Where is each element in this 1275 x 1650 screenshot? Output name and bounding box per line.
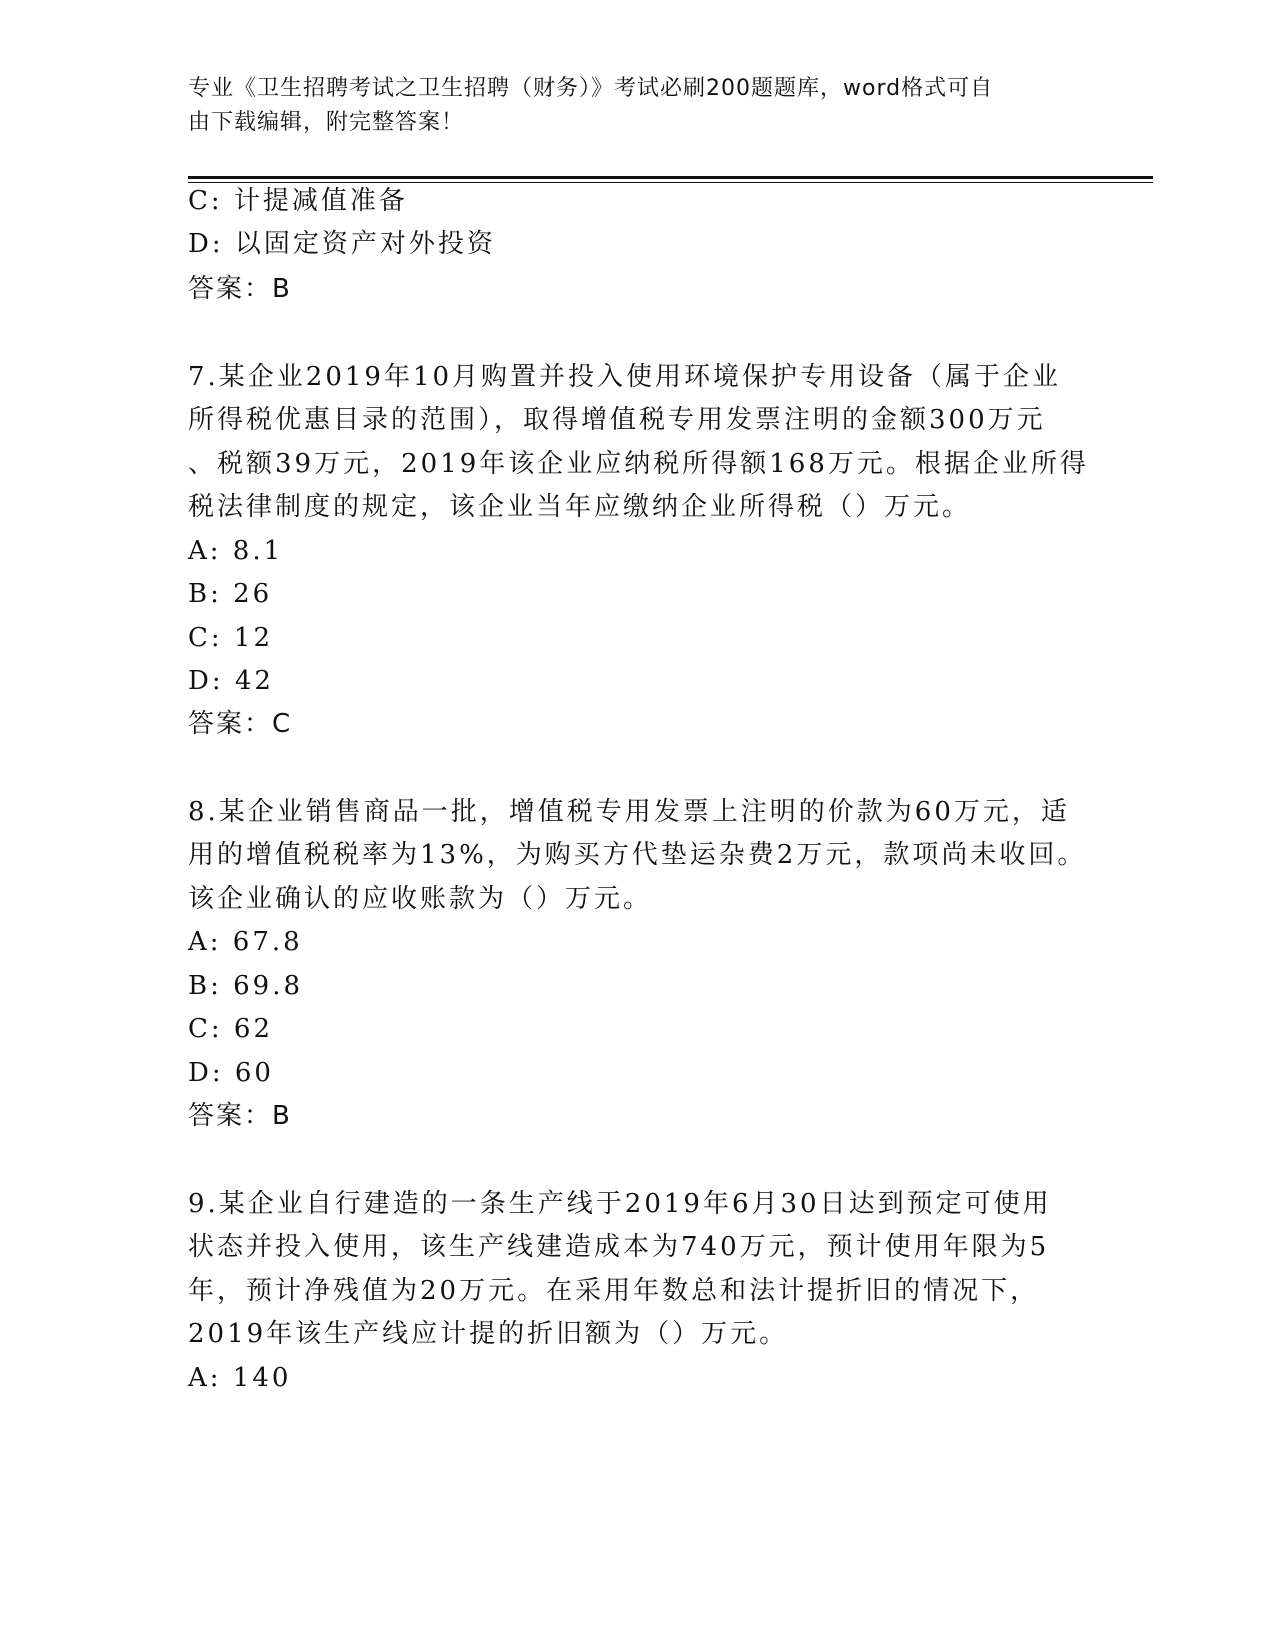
q8-option-a: A: 67.8 bbox=[188, 927, 303, 957]
header-line-1: 专业《卫生招聘考试之卫生招聘（财务）》考试必刷200题题库，word格式可自 bbox=[188, 76, 994, 101]
q9-text-line-4: 2019年该生产线应计提的折旧额为（）万元。 bbox=[188, 1319, 789, 1349]
q8-option-d: D: 60 bbox=[188, 1058, 274, 1088]
header-divider-thin bbox=[188, 182, 1153, 183]
prev-answer: 答案：B bbox=[188, 274, 292, 304]
q8-option-c: C: 62 bbox=[188, 1014, 274, 1044]
document-header bbox=[188, 72, 1068, 140]
q8-text-line-1: 8.某企业销售商品一批，增值税专用发票上注明的价款为60万元，适 bbox=[188, 797, 1070, 827]
q7-option-c: C: 12 bbox=[188, 623, 274, 653]
q9-text-line-3: 年，预计净残值为20万元。在采用年数总和法计提折旧的情况下， bbox=[188, 1276, 1040, 1306]
q7-option-a: A: 8.1 bbox=[188, 536, 284, 566]
prev-option-c: C: 计提减值准备 bbox=[188, 186, 408, 216]
q8-text-line-3: 该企业确认的应收账款为（）万元。 bbox=[188, 884, 653, 914]
q8-text-line-2: 用的增值税税率为13%，为购买方代垫运杂费2万元，款项尚未收回。 bbox=[188, 840, 1087, 870]
q7-text-line-1: 7.某企业2019年10月购置并投入使用环境保护专用设备（属于企业 bbox=[188, 362, 1062, 392]
q7-text-line-4: 税法律制度的规定，该企业当年应缴纳企业所得税（）万元。 bbox=[188, 492, 972, 522]
q7-option-d: D: 42 bbox=[188, 666, 274, 696]
q8-option-b: B: 69.8 bbox=[188, 971, 304, 1001]
prev-option-d: D: 以固定资产对外投资 bbox=[188, 229, 496, 259]
q8-answer: 答案：B bbox=[188, 1101, 292, 1131]
q9-option-a: A: 140 bbox=[188, 1363, 292, 1393]
q7-answer: 答案：C bbox=[188, 709, 293, 739]
q9-text-line-2: 状态并投入使用，该生产线建造成本为740万元，预计使用年限为5 bbox=[188, 1232, 1050, 1262]
q7-option-b: B: 26 bbox=[188, 579, 273, 609]
header-line-2: 由下载编辑，附完整答案！ bbox=[188, 110, 465, 135]
q9-text-line-1: 9.某企业自行建造的一条生产线于2019年6月30日达到预定可使用 bbox=[188, 1189, 1052, 1219]
q7-text-line-3: 、税额39万元，2019年该企业应纳税所得额168万元。根据企业所得 bbox=[188, 449, 1089, 479]
q7-text-line-2: 所得税优惠目录的范围），取得增值税专用发票注明的金额300万元 bbox=[188, 405, 1046, 435]
header-divider-thick bbox=[188, 176, 1153, 179]
